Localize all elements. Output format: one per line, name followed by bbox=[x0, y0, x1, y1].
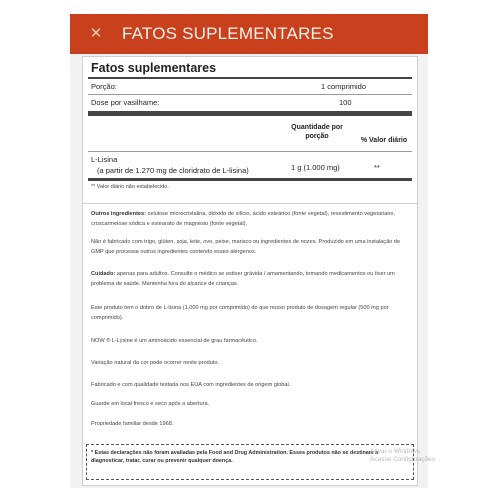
other-ingredients: Outros ingredientes: celulose microcristalina, dióxido de silício, ácido esteárico (fonte vegetal), revestimento vegetariano, croscarmelose sódica e estearato de magnésio (fonte vegetal). bbox=[91, 211, 396, 227]
dv-column-header: % Valor diário bbox=[360, 137, 408, 144]
activation-watermark bbox=[370, 448, 435, 464]
section-divider bbox=[83, 203, 417, 204]
divider bbox=[88, 111, 412, 116]
modal-header bbox=[70, 14, 428, 54]
divider bbox=[88, 77, 412, 79]
nutrient-dv: ** bbox=[374, 163, 380, 172]
double-strength-note: Este produto tem o dobro de L-lisina (1.000 mg por comprimido) do que nosso produto de dosagem regular (500 mg por comprimido). bbox=[91, 305, 389, 321]
serving-size-label: Porção: bbox=[91, 82, 117, 91]
caution-statement: Cuidado: apenas para adultos. Consulte o médico se estiver grávida / amamentando, tomando medicamentos ou tiver um problema de saúde. Mantenha fora do alcance de crianças. bbox=[91, 271, 395, 287]
family-owned-note: Propriedade familiar desde 1968. bbox=[91, 421, 174, 427]
modal-title: FATOS SUPLEMENTARES bbox=[122, 24, 334, 43]
nutrient-amount: 1 g (1.000 mg) bbox=[291, 163, 340, 172]
servings-value: 100 bbox=[339, 98, 352, 107]
divider bbox=[88, 151, 412, 152]
divider bbox=[88, 94, 412, 95]
panel-title: Fatos suplementares bbox=[91, 61, 217, 75]
nutrient-name: L-Lisina bbox=[91, 155, 118, 164]
manufacturing-note: Fabricado e com qualidade testada nos EUA com ingredientes de origem global. bbox=[91, 382, 291, 388]
now-note: NOW ® L-Lysine é um aminoácido essencial de grau farmacêutico. bbox=[91, 338, 258, 344]
watermark-line2: Acesse Configurações bbox=[370, 456, 436, 463]
nutrient-source: (a partir de 1.270 mg de cloridrato de L-lisina) bbox=[97, 166, 249, 175]
serving-size-value: 1 comprimido bbox=[321, 82, 367, 91]
watermark-line1: Ativar o Windows bbox=[370, 448, 421, 455]
fda-disclaimer-box bbox=[86, 444, 414, 480]
amount-column-header: Quantidade por porção bbox=[291, 124, 343, 140]
dv-note: ** Valor diário não estabelecido. bbox=[91, 184, 169, 190]
close-icon[interactable]: ✕ bbox=[89, 25, 103, 42]
supplement-facts-panel bbox=[82, 56, 418, 486]
storage-note: Guarde em local fresco e seco após a abertura. bbox=[91, 401, 210, 407]
divider bbox=[88, 178, 412, 181]
servings-label: Dose por vasilhame: bbox=[91, 98, 160, 107]
color-note: Variação natural da cor pode ocorrer neste produto. bbox=[91, 360, 220, 366]
fda-disclaimer: * Estas declarações não foram avaliadas pela Food and Drug Administration. Esses produtos não se destinam a diagnosticar, tratar, curar ou prevenir qualquer doença. bbox=[91, 450, 379, 464]
allergen-statement: Não é fabricado com trigo, glúten, soja, leite, ovo, peixe, marisco ou ingredientes de nozes. Produzido em uma instalação de GMP que processa outros ingredientes contendo esses alérgenos. bbox=[91, 239, 401, 255]
